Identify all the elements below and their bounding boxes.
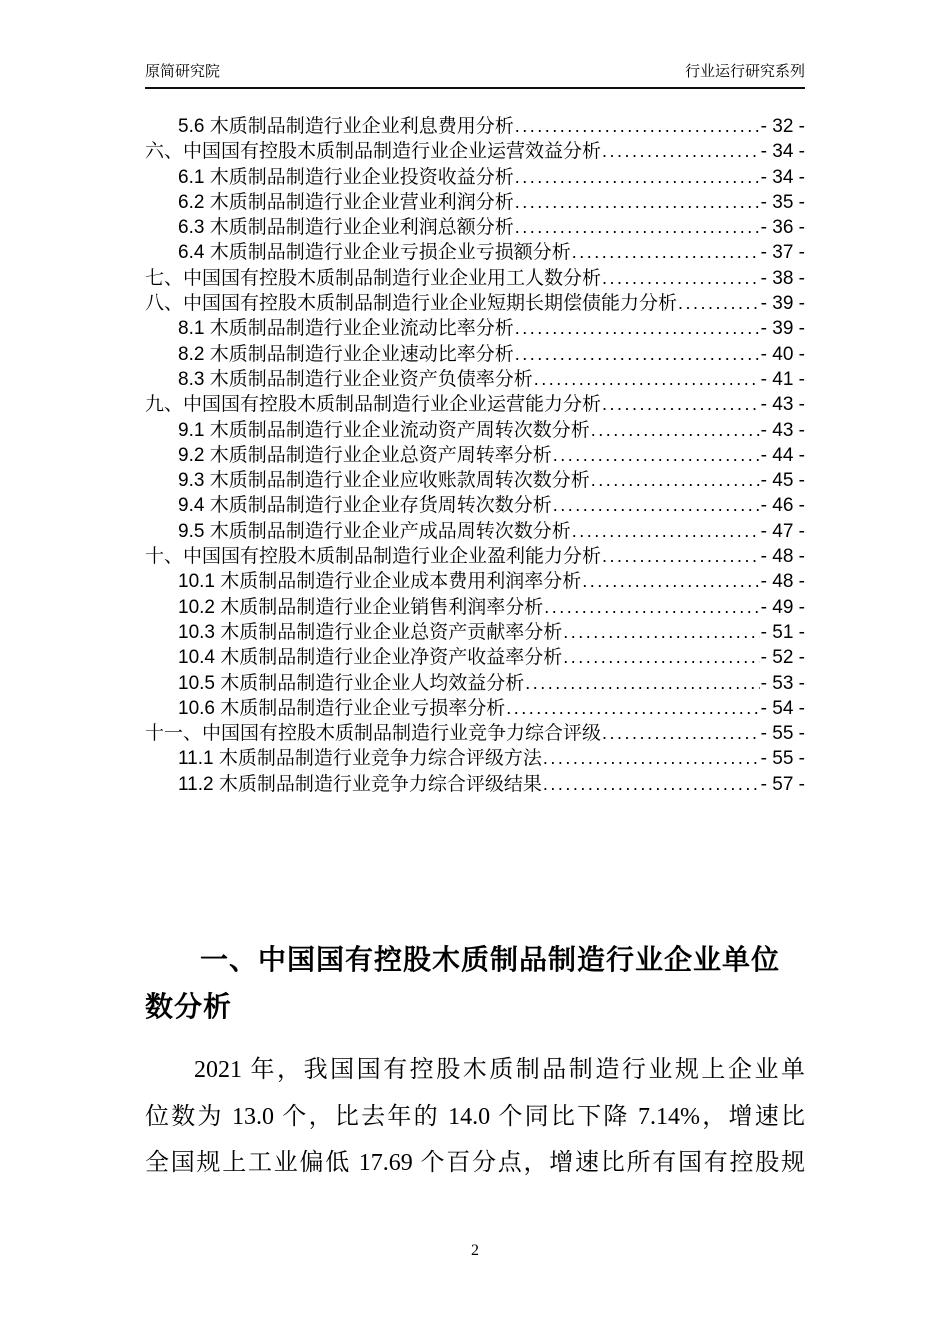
body-paragraph [145,1047,805,1187]
toc-dot-leader [525,671,759,696]
toc-entry-label: 9.3 木质制品制造行业企业应收账款周转次数分析 [178,470,590,492]
toc-entry-page: - 44 - [760,444,805,466]
toc-entry [145,266,805,291]
toc-dot-leader [515,215,760,240]
toc-dot-leader [543,746,760,771]
toc-dot-leader [543,772,760,797]
toc-entry [145,671,805,696]
toc-dot-leader [515,190,760,215]
toc-entry-label: 10.5 木质制品制造行业企业人均效益分析 [178,672,525,694]
toc-entry-label: 10.3 木质制品制造行业企业总资产贡献率分析 [178,621,563,643]
toc-entry [145,468,805,493]
toc-entry-page: - 55 - [760,748,805,770]
body-line: 2021 年，我国国有控股木质制品制造行业规上企业单 [194,1057,805,1083]
toc-entry-label: 9.2 木质制品制造行业企业总资产周转率分析 [178,444,552,466]
page-number: 2 [471,1242,479,1259]
toc-entry-label: 十、中国国有控股木质制品制造行业企业盈利能力分析 [145,546,602,568]
toc-entry [145,190,805,215]
toc-dot-leader [563,620,759,645]
toc-entry-label: 八、中国国有控股木质制品制造行业企业短期长期偿债能力分析 [145,293,678,315]
toc-entry [145,316,805,341]
toc-entry [145,443,805,468]
toc-entry [145,544,805,569]
toc-entry [145,569,805,594]
toc-entry-page: - 40 - [760,343,805,365]
toc-dot-leader [602,266,760,291]
toc-entry [145,139,805,164]
toc-entry-page: - 46 - [760,495,805,517]
toc-dot-leader [515,114,760,139]
toc-entry-page: - 53 - [760,672,805,694]
toc-entry-label: 10.4 木质制品制造行业企业净资产收益率分析 [178,647,563,669]
toc-entry-label: 9.5 木质制品制造行业企业产成品周转次数分析 [178,520,571,542]
toc-dot-leader [506,696,759,721]
toc-entry-label: 11.1 木质制品制造行业竞争力综合评级方法 [178,748,542,770]
toc-entry-label: 9.4 木质制品制造行业企业存货周转次数分析 [178,495,552,517]
toc-entry-page: - 39 - [760,293,805,315]
toc-entry [145,240,805,265]
toc-entry-label: 十一、中国国有控股木质制品制造行业竞争力综合评级 [145,723,602,745]
toc-entry [145,620,805,645]
toc-dot-leader [602,392,760,417]
toc-entry [145,645,805,670]
toc-entry-page: - 57 - [760,773,805,795]
toc-entry-label: 6.1 木质制品制造行业企业投资收益分析 [178,166,514,188]
body-line: 全国规上工业偏低 17.69 个百分点，增速比所有国有控股规 [145,1150,805,1176]
toc-entry [145,392,805,417]
toc-dot-leader [602,139,760,164]
toc-entry-page: - 34 - [760,141,805,163]
toc-entry-label: 6.3 木质制品制造行业企业利润总额分析 [178,217,514,239]
body-line: 位数为 13.0 个，比去年的 14.0 个同比下降 7.14%，增速比 [145,1103,805,1130]
toc-entry-page: - 48 - [760,571,805,593]
toc-dot-leader [544,595,759,620]
toc-entry-page: - 43 - [760,419,805,441]
toc-entry-label: 10.1 木质制品制造行业企业成本费用利润率分析 [178,571,582,593]
toc-entry-label: 九、中国国有控股木质制品制造行业企业运营能力分析 [145,394,602,416]
toc-entry-page: - 52 - [760,647,805,669]
toc-entry-page: - 36 - [760,217,805,239]
toc-entry-label: 8.1 木质制品制造行业企业流动比率分析 [178,318,514,340]
toc-entry-label: 6.4 木质制品制造行业企业亏损企业亏损额分析 [178,242,571,264]
toc-entry-label: 10.2 木质制品制造行业企业销售利润率分析 [178,596,544,618]
toc-entry-page: - 35 - [760,191,805,213]
toc-entry-page: - 55 - [760,723,805,745]
toc-dot-leader [678,291,760,316]
toc-dot-leader [591,418,760,443]
toc-dot-leader [553,493,760,518]
toc-entry [145,493,805,518]
toc-entry-page: - 47 - [760,520,805,542]
toc-entry [145,595,805,620]
toc-entry-page: - 38 - [760,267,805,289]
toc-entry-label: 8.2 木质制品制造行业企业速动比率分析 [178,343,514,365]
toc-entry-label: 10.6 木质制品制造行业企业亏损率分析 [178,697,506,719]
header-left-text: 原简研究院 [145,63,221,80]
toc-entry [145,367,805,392]
toc-entry-label: 8.3 木质制品制造行业企业资产负债率分析 [178,368,533,390]
toc-entry [145,114,805,139]
page-header [145,62,805,89]
toc-dot-leader [602,721,760,746]
toc-entry-page: - 37 - [760,242,805,264]
toc-dot-leader [553,443,760,468]
toc-entry-label: 六、中国国有控股木质制品制造行业企业运营效益分析 [145,141,602,163]
toc-entry-page: - 48 - [760,546,805,568]
toc-entry-label: 6.2 木质制品制造行业企业营业利润分析 [178,191,514,213]
header-right-text: 行业运行研究系列 [684,63,805,80]
toc-entry [145,696,805,721]
toc-entry-page: - 32 - [760,116,805,137]
toc-dot-leader [572,519,760,544]
toc-dot-leader [534,367,760,392]
toc-entry [145,772,805,797]
toc-dot-leader [515,316,760,341]
toc-entry-page: - 39 - [760,318,805,340]
toc-entry [145,291,805,316]
toc-entry-page: - 49 - [760,596,805,618]
section-heading: 一、中国国有控股木质制品制造行业企业单位数分析 [145,944,781,1022]
toc-entry-page: - 45 - [760,470,805,492]
toc-dot-leader [563,645,759,670]
toc-entry [145,215,805,240]
toc-dot-leader [602,544,760,569]
toc-list [145,114,805,797]
toc-entry [145,342,805,367]
toc-entry [145,746,805,771]
toc-entry-page: - 34 - [760,166,805,188]
toc-dot-leader [515,342,760,367]
toc-entry [145,418,805,443]
toc-dot-leader [582,569,759,594]
toc-entry [145,165,805,190]
toc-entry-label: 11.2 木质制品制造行业竞争力综合评级结果 [178,773,542,795]
page-footer [0,1240,950,1262]
toc-entry-label: 七、中国国有控股木质制品制造行业企业用工人数分析 [145,267,602,289]
toc-dot-leader [591,468,760,493]
toc-dot-leader [572,240,760,265]
toc-entry-page: - 41 - [760,368,805,390]
toc-entry-label: 9.1 木质制品制造行业企业流动资产周转次数分析 [178,419,590,441]
toc-entry [145,721,805,746]
toc-entry-label: 5.6 木质制品制造行业企业利息费用分析 [178,116,514,137]
toc-entry-page: - 51 - [760,621,805,643]
toc-entry-page: - 43 - [760,394,805,416]
toc-entry-page: - 54 - [760,697,805,719]
toc-dot-leader [515,165,760,190]
toc-entry [145,519,805,544]
